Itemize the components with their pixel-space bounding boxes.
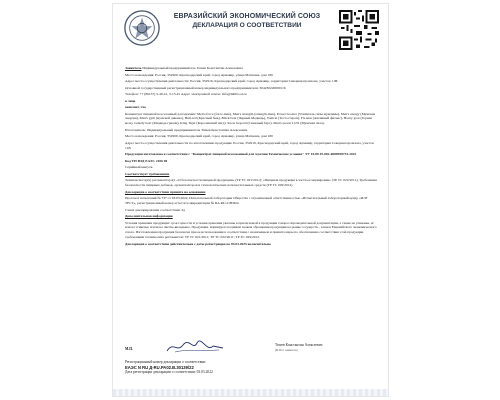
declaration-document xyxy=(113,4,388,396)
basis-text: Протокол испытаний № 737 от 03.03.2022, Испытательной лаборатории Общества с ограниченной ответственностью «Испытательный лабораторный центр «ИЛГ ТЕСТ», регистрационный номер аттестата аккредитации № RA.RU.21НИ24. xyxy=(125,196,368,206)
validity-period: Декларация о соответствии действительна с даты регистрации по 03.03.2025 включительно xyxy=(125,241,271,246)
registration-label: Регистрационный номер декларации о соответствии: xyxy=(125,360,207,364)
document-title-line2: ДЕКЛАРАЦИЯ О СООТВЕТСТВИИ xyxy=(192,22,302,29)
applicant-label: Заявитель xyxy=(125,66,142,70)
seal-mark: М.П. xyxy=(125,347,133,351)
handwritten-signature-icon xyxy=(165,339,225,355)
declaration-scheme: Схема декларирования соответствия: 3д xyxy=(125,207,185,212)
contacts: Телефон: +7 (86137) 5-40-41, 3-13-45 Адрес электронной почты: info@millfood.ru xyxy=(125,92,247,96)
serial-release: Серийный выпуск. xyxy=(125,165,154,170)
ogrn-number: Основной государственный регистрационный номер индивидуального предпринимателя: 304230220000116 xyxy=(125,85,286,90)
registration-date: Дата регистрации декларации о соответствии: 03.03.2022 xyxy=(125,370,213,375)
declares-text: заявляет, что xyxy=(125,105,146,109)
signer-caption: (Ф.И.О. заявителя) xyxy=(275,349,298,352)
qr-code-icon xyxy=(339,10,379,50)
product-description: Концентрат пищевой всесезонный для мужчин: Men's force (force-men), Men's strength (strength-men), Power booster (Усилитель силы мужчины), Men's energy (Мужская энергия), Men's gym (мужской динамо), Bull-red (Красный бык), Black bear (Черный Медведь), Tomcat (Тестостерон), Fit-ness (Активный фитнес), Horny goat (Горная коза), Grizzly bear (Медведь гризли), King Tiger (Королевский тигр), Snow leopard (Снежный барс), Men's power LUX (Мужская сила). xyxy=(125,111,376,126)
manufacturer-location: Место нахождения: Россия, 352900, Краснодарский край, город Армавир, улица Матвеева, дом 180 xyxy=(125,134,273,139)
document-title-line1: ЕВРАЗИЙСКИЙ ЭКОНОМИЧЕСКИЙ СОЮЗ xyxy=(173,13,321,20)
applicant-location: Место нахождения: Россия, 352900, Краснодарский край, город Армавир, улица Матвеева, дом 180 xyxy=(125,72,273,77)
complies-label: Соответствует требованиям xyxy=(125,171,170,176)
tn-ved-code: Код ТН ВЭД ЕАЭС 2106 90 xyxy=(125,158,168,163)
footer-band xyxy=(113,389,388,396)
technical-regulations: Технического(их) регламента(ов): «О безопасности пищевой продукции» (ТР ТС 021/2011); «Пищевая продукция в части ее маркировки» (ТР ТС 022/2011); Требования безопасности пищевых добавок, ароматизаторов и технологических вспомогательных средств (ТР ТС 029/2012) xyxy=(125,178,377,188)
declaration-body xyxy=(125,66,377,248)
extra-info-label: Дополнительная информация xyxy=(125,214,173,219)
manufacturer-activity: Адрес места осуществления деятельности по изготовлению продукции: Россия, 352916, Краснодарский край, город Армавир, территория Северная промзона, участок 11В xyxy=(125,140,374,150)
applicant-text: Индивидуальный предприниматель Тешев Константин Алексеевич xyxy=(142,66,243,70)
basis-label: Декларация о соответствии принята на основании xyxy=(125,189,206,194)
signer-name: Тешев Константин Алексеевич xyxy=(275,343,323,347)
manufacturer: Изготовитель: Индивидуальный предприниматель Тешев Константин Алексеевич xyxy=(125,127,248,132)
extra-info-text: Условия хранения продукции: срок годности и условия хранения указаны в прилагаемой к продукции товаросопроводительной документации, а также на упаковке, и/или на этикетке, и/или на листке-вкладыше. Продукция, маркируется единым знаком обращения продукции на рынке государств - членов Евразийского экономического союза. Изготовленная продукция безопасна при ее использовании в соответствии с назначением и принята меры по обеспечению соответствия этой продукции требованиям технических регламентов: ТР ТС 021/2011; ТР ТС 022/2011; ТР ТС 029/2012. xyxy=(125,220,377,240)
registration-block xyxy=(125,360,377,376)
produced-per-spec: Продукция изготовлена в соответствии с "Концентрат пищевой всесезонный для мужчин Технические условия" ТУ 10.89.19-002-0080958733-2022 xyxy=(125,152,357,157)
activity-location: Адрес места осуществления деятельности: Россия, 352916, Краснодарский край, город Армавир, территория Северная промзона, участок 11В. xyxy=(125,79,339,83)
declares-label: в лице xyxy=(125,98,136,103)
eaeu-emblem-icon xyxy=(123,9,161,47)
signature-block xyxy=(125,339,377,359)
document-header xyxy=(113,4,388,58)
registration-number: ЕАЭС N RU Д-RU.РА02.В.30139/22 xyxy=(125,365,194,371)
